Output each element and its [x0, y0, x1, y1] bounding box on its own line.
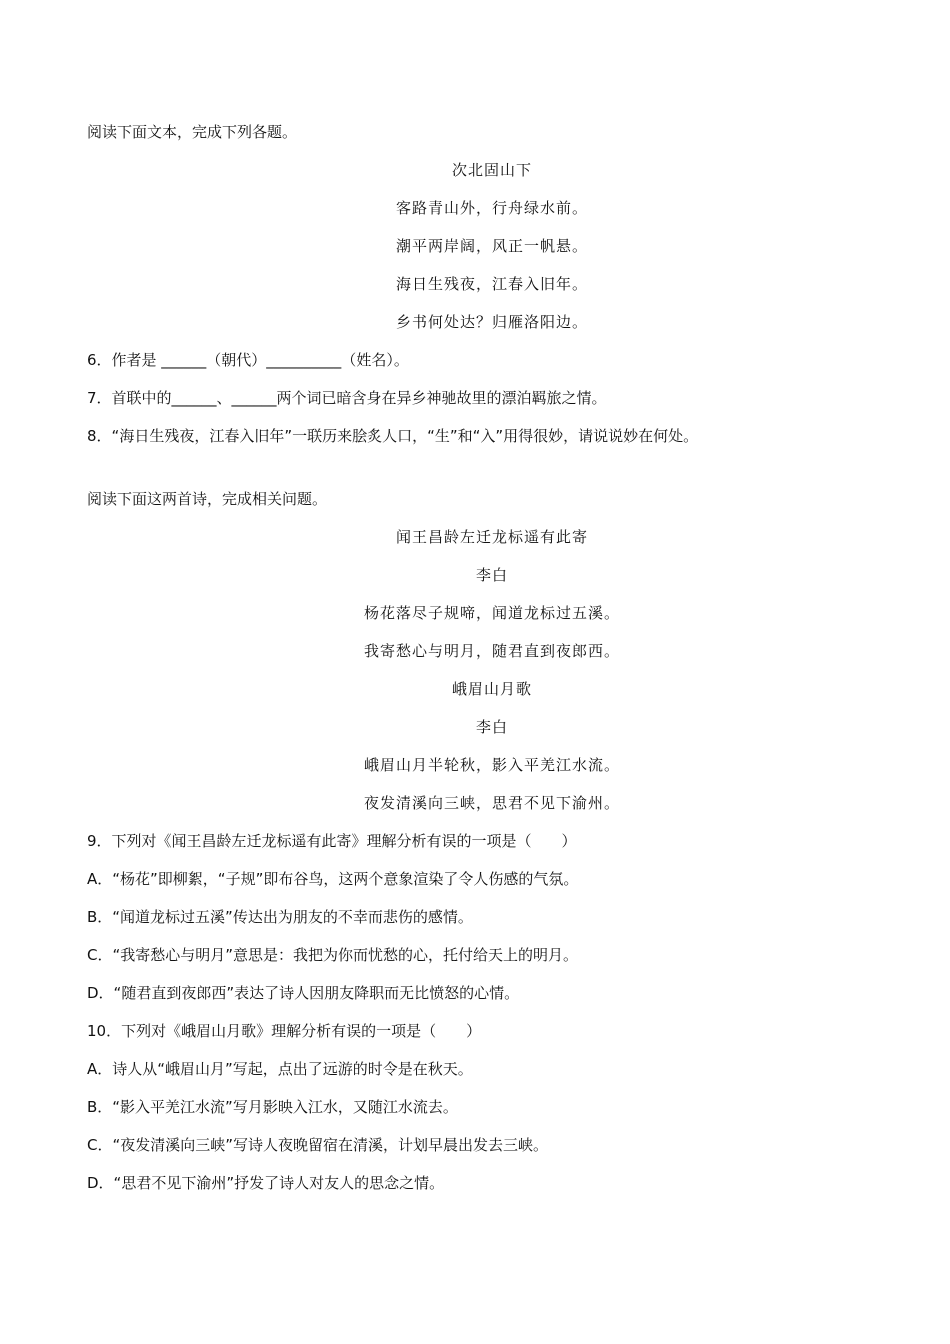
- poem1-author: 李白: [475, 566, 508, 584]
- question-9-stem: 9．下列对《闻王昌龄左迁龙标遥有此寄》理解分析有误的一项是（ ）: [87, 832, 577, 850]
- question-10-option-b: B．“影入平羌江水流”写月影映入江水，又随江水流去。: [87, 1098, 458, 1116]
- poem-title: 次北固山下: [451, 161, 532, 179]
- question-7: 7．首联中的______、______两个词已暗含身在异乡神驰故里的漂泊羁旅之情。: [87, 389, 607, 407]
- poem1-line: 杨花落尽子规啼，闻道龙标过五溪。: [363, 604, 620, 622]
- poem1-line: 我寄愁心与明月，随君直到夜郎西。: [363, 642, 620, 660]
- poem1-title: 闻王昌龄左迁龙标遥有此寄: [395, 528, 588, 546]
- poem-line: 客路青山外，行舟绿水前。: [395, 199, 588, 217]
- question-6: 6．作者是 ______（朝代）__________（姓名）。: [87, 351, 409, 369]
- poem-line: 乡书何处达？归雁洛阳边。: [395, 313, 588, 331]
- question-8: 8．“海日生残夜，江春入旧年”一联历来脍炙人口，“生”和“入”用得很妙，请说说妙在何处。: [87, 427, 699, 445]
- poem2-line: 夜发清溪向三峡，思君不见下渝州。: [363, 794, 620, 812]
- question-9-option-a: A．“杨花”即柳絮，“子规”即布谷鸟，这两个意象渲染了令人伤感的气氛。: [87, 870, 579, 888]
- poem2-line: 峨眉山月半轮秋，影入平羌江水流。: [363, 756, 620, 774]
- question-9-option-c: C．“我寄愁心与明月”意思是：我把为你而忧愁的心，托付给天上的明月。: [87, 946, 579, 964]
- question-10-stem: 10．下列对《峨眉山月歌》理解分析有误的一项是（ ）: [87, 1022, 482, 1040]
- poem-line: 潮平两岸阔，风正一帆悬。: [395, 237, 588, 255]
- poem2-author: 李白: [475, 718, 508, 736]
- question-9-option-b: B．“闻道龙标过五溪”传达出为朋友的不幸而悲伤的感情。: [87, 908, 473, 926]
- question-10-option-d: D．“思君不见下渝州”抒发了诗人对友人的思念之情。: [87, 1174, 445, 1192]
- poem2-title: 峨眉山月歌: [451, 680, 532, 698]
- question-10-option-a: A．诗人从“峨眉山月”写起，点出了远游的时令是在秋天。: [87, 1060, 473, 1078]
- question-10-option-c: C．“夜发清溪向三峡”写诗人夜晚留宿在清溪，计划早晨出发去三峡。: [87, 1136, 549, 1154]
- section1-intro: 阅读下面文本，完成下列各题。: [87, 123, 298, 141]
- section2-intro: 阅读下面这两首诗，完成相关问题。: [87, 490, 328, 508]
- poem-line: 海日生残夜，江春入旧年。: [395, 275, 588, 293]
- question-9-option-d: D．“随君直到夜郎西”表达了诗人因朋友降职而无比愤怒的心情。: [87, 984, 520, 1002]
